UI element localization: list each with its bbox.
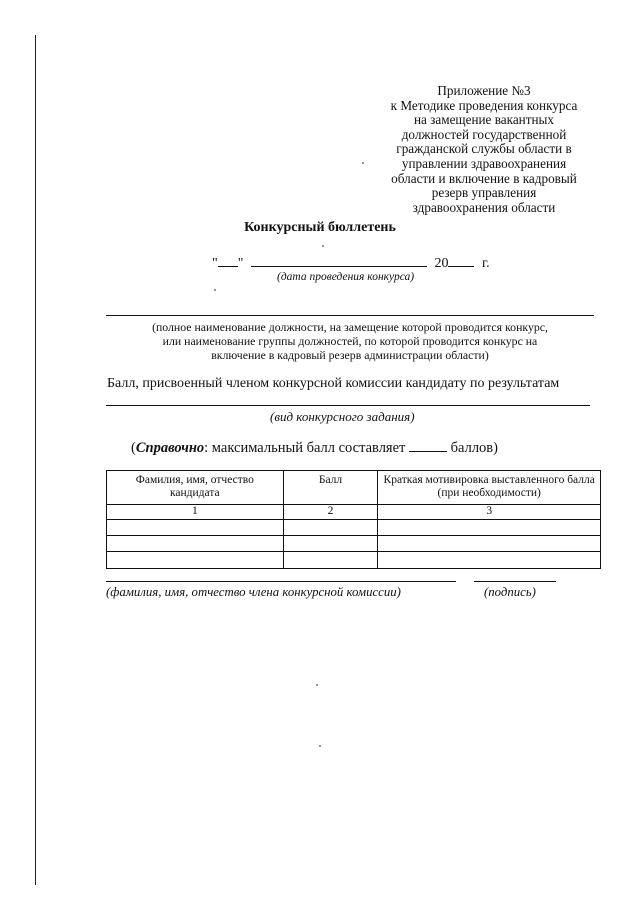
table-cell — [378, 520, 601, 536]
day-blank — [218, 266, 238, 267]
appendix-line: области и включение в кадровый — [391, 170, 577, 186]
table-row — [107, 536, 601, 552]
table-numbering-row — [107, 505, 601, 520]
position-caption — [120, 320, 580, 362]
header-motivation: Краткая мотивировка выставленного балла (при необходимости) — [378, 471, 601, 505]
table-row — [107, 552, 601, 569]
reference-text: : максимальный балл составляет — [204, 440, 406, 456]
member-name-line — [106, 581, 456, 582]
position-line — [106, 315, 594, 316]
max-score-blank — [409, 451, 447, 452]
table-cell — [283, 552, 378, 569]
header-score: Балл — [283, 471, 378, 505]
scan-speck — [214, 289, 216, 291]
date-open-quote: " — [212, 256, 218, 271]
reference-note — [131, 440, 498, 457]
date-row — [212, 256, 490, 272]
member-name-caption: (фамилия, имя, отчество члена конкурсной комиссии) — [106, 585, 401, 599]
position-caption-line: (полное наименование должности, на замещение которой проводится конкурс, — [152, 320, 548, 334]
table-cell — [107, 552, 284, 569]
scan-speck — [362, 162, 364, 164]
document-title: Конкурсный бюллетень — [244, 220, 396, 235]
left-margin-line — [35, 35, 36, 885]
signature-line — [474, 581, 556, 582]
score-text: Балл, присвоенный членом конкурсной комиссии кандидату по результатам — [107, 376, 560, 391]
scan-speck — [322, 245, 324, 247]
appendix-line: к Методике проведения конкурса — [390, 97, 578, 113]
appendix-line: должностей государственной — [401, 126, 567, 142]
position-caption-line: включение в кадровый резерв администрации области) — [211, 348, 489, 362]
table-cell — [378, 552, 601, 569]
scan-speck — [316, 684, 318, 686]
year-suffix: г. — [481, 256, 490, 271]
table-row — [107, 520, 601, 536]
appendix-line: Приложение №3 — [437, 83, 531, 98]
column-number: 3 — [378, 505, 601, 520]
appendix-line: здравоохранения области — [412, 199, 556, 215]
table-header-row — [107, 471, 601, 505]
appendix-line: гражданской службы области в — [396, 141, 572, 157]
date-close-quote: " — [237, 256, 244, 271]
month-blank — [251, 266, 427, 267]
year-prefix: 20 — [434, 256, 449, 271]
appendix-line: на замещение вакантных — [413, 112, 555, 128]
reference-label: Справочно — [135, 440, 205, 456]
table-cell — [378, 536, 601, 552]
appendix-block — [368, 84, 600, 215]
signature-caption: (подпись) — [484, 585, 536, 599]
column-number: 1 — [107, 505, 284, 520]
task-caption: (вид конкурсного задания) — [270, 409, 415, 424]
column-number: 2 — [283, 505, 378, 520]
year-blank — [448, 266, 474, 267]
table-cell — [283, 520, 378, 536]
position-caption-line: или наименование группы должностей, по которой проводится конкурс на — [162, 334, 538, 348]
score-table — [106, 470, 601, 569]
date-caption: (дата проведения конкурса) — [277, 271, 415, 283]
table-cell — [107, 520, 284, 536]
reference-suffix: баллов) — [450, 440, 498, 456]
appendix-line: резерв управления — [431, 185, 537, 201]
appendix-line: управлении здравоохранения — [401, 155, 567, 171]
header-candidate-name: Фамилия, имя, отчество кандидата — [107, 471, 284, 505]
table-cell — [283, 536, 378, 552]
table-cell — [107, 536, 284, 552]
task-line — [106, 405, 590, 406]
reference-open: ( — [131, 440, 136, 456]
scan-speck — [319, 745, 321, 747]
